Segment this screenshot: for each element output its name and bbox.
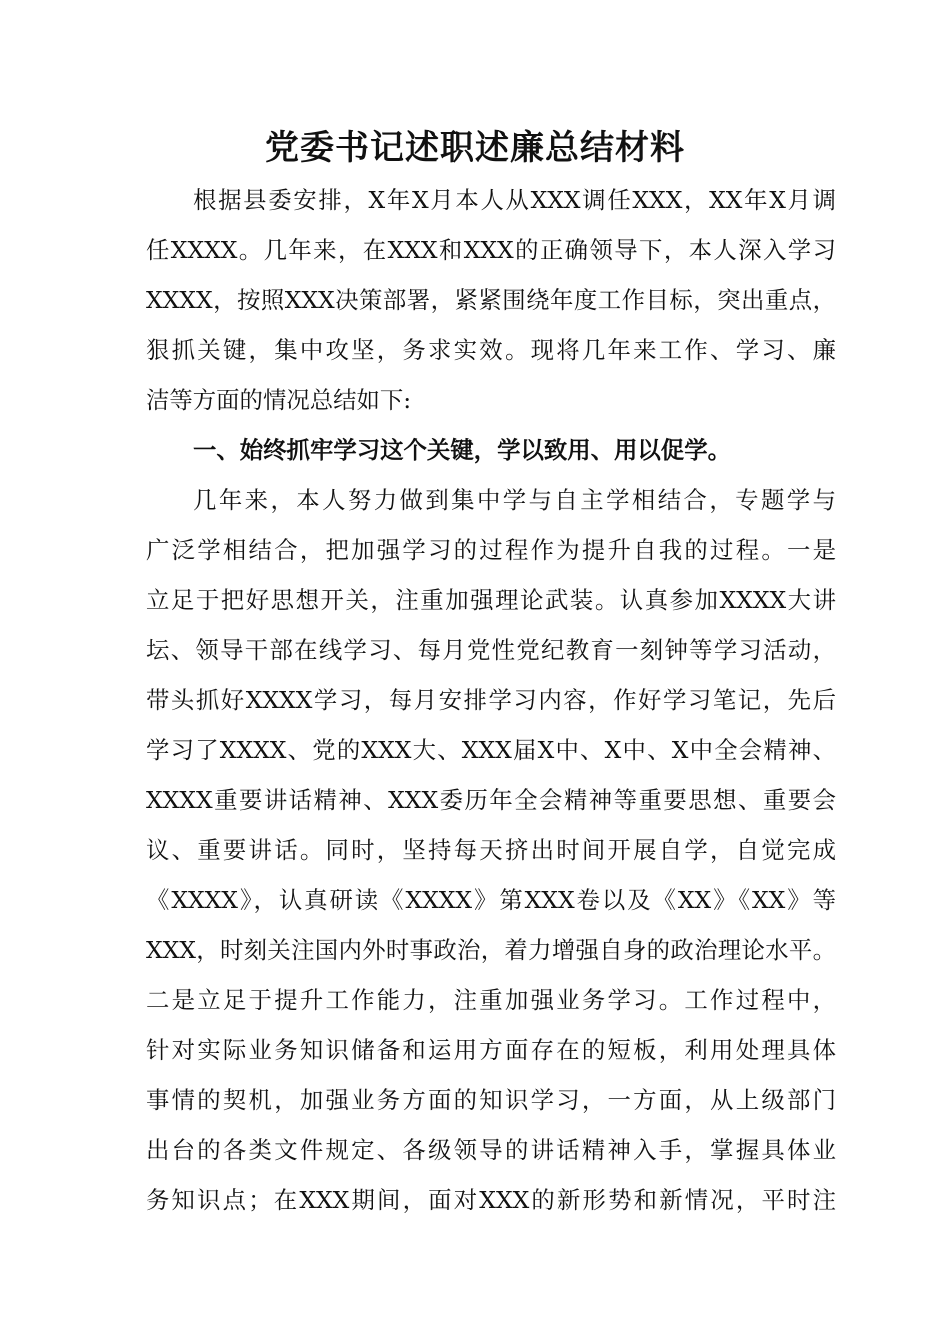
paragraph-line: XXXX重要讲话精神、XXX委历年全会精神等重要思想、重要会 bbox=[146, 786, 836, 814]
section-heading: 一、始终抓牢学习这个关键，学以致用、用以促学。 bbox=[193, 436, 731, 464]
paragraph-line: 广泛学相结合，把加强学习的过程作为提升自我的过程。一是 bbox=[146, 536, 836, 564]
paragraph-line: 议、重要讲话。同时，坚持每天挤出时间开展自学，自觉完成 bbox=[146, 836, 836, 864]
paragraph-line: 针对实际业务知识储备和运用方面存在的短板，利用处理具体 bbox=[146, 1036, 836, 1064]
paragraph-line: XXX，时刻关注国内外时事政治，着力增强自身的政治理论水平。 bbox=[146, 936, 836, 964]
paragraph-line: 学习了XXXX、党的XXX大、XXX届X中、X中、X中全会精神、 bbox=[146, 736, 836, 764]
paragraph-line: 《XXXX》，认真研读《XXXX》第XXX卷以及《XX》《XX》等 bbox=[146, 886, 836, 914]
paragraph-line: 事情的契机，加强业务方面的知识学习，一方面，从上级部门 bbox=[146, 1086, 836, 1114]
paragraph-line: 几年来，本人努力做到集中学与自主学相结合，专题学与 bbox=[193, 486, 836, 514]
paragraph-line: XXXX，按照XXX决策部署，紧紧围绕年度工作目标，突出重点， bbox=[146, 286, 836, 314]
document-title: 党委书记述职述廉总结材料 bbox=[265, 128, 685, 168]
paragraph-line: 务知识点；在XXX期间，面对XXX的新形势和新情况，平时注 bbox=[146, 1186, 836, 1214]
paragraph-line: 二是立足于提升工作能力，注重加强业务学习。工作过程中， bbox=[146, 986, 836, 1014]
paragraph-line: 带头抓好XXXX学习，每月安排学习内容，作好学习笔记，先后 bbox=[146, 686, 836, 714]
paragraph-line: 狠抓关键，集中攻坚，务求实效。现将几年来工作、学习、廉 bbox=[146, 336, 836, 364]
paragraph-line: 出台的各类文件规定、各级领导的讲话精神入手，掌握具体业 bbox=[146, 1136, 836, 1164]
paragraph-line: 任XXXX。几年来，在XXX和XXX的正确领导下，本人深入学习 bbox=[146, 236, 836, 264]
paragraph-line: 洁等方面的情况总结如下: bbox=[146, 386, 412, 414]
paragraph-line: 坛、领导干部在线学习、每月党性党纪教育一刻钟等学习活动， bbox=[146, 636, 836, 664]
paragraph-line: 立足于把好思想开关，注重加强理论武装。认真参加XXXX大讲 bbox=[146, 586, 836, 614]
paragraph-line: 根据县委安排，X年X月本人从XXX调任XXX，XX年X月调 bbox=[193, 186, 836, 214]
